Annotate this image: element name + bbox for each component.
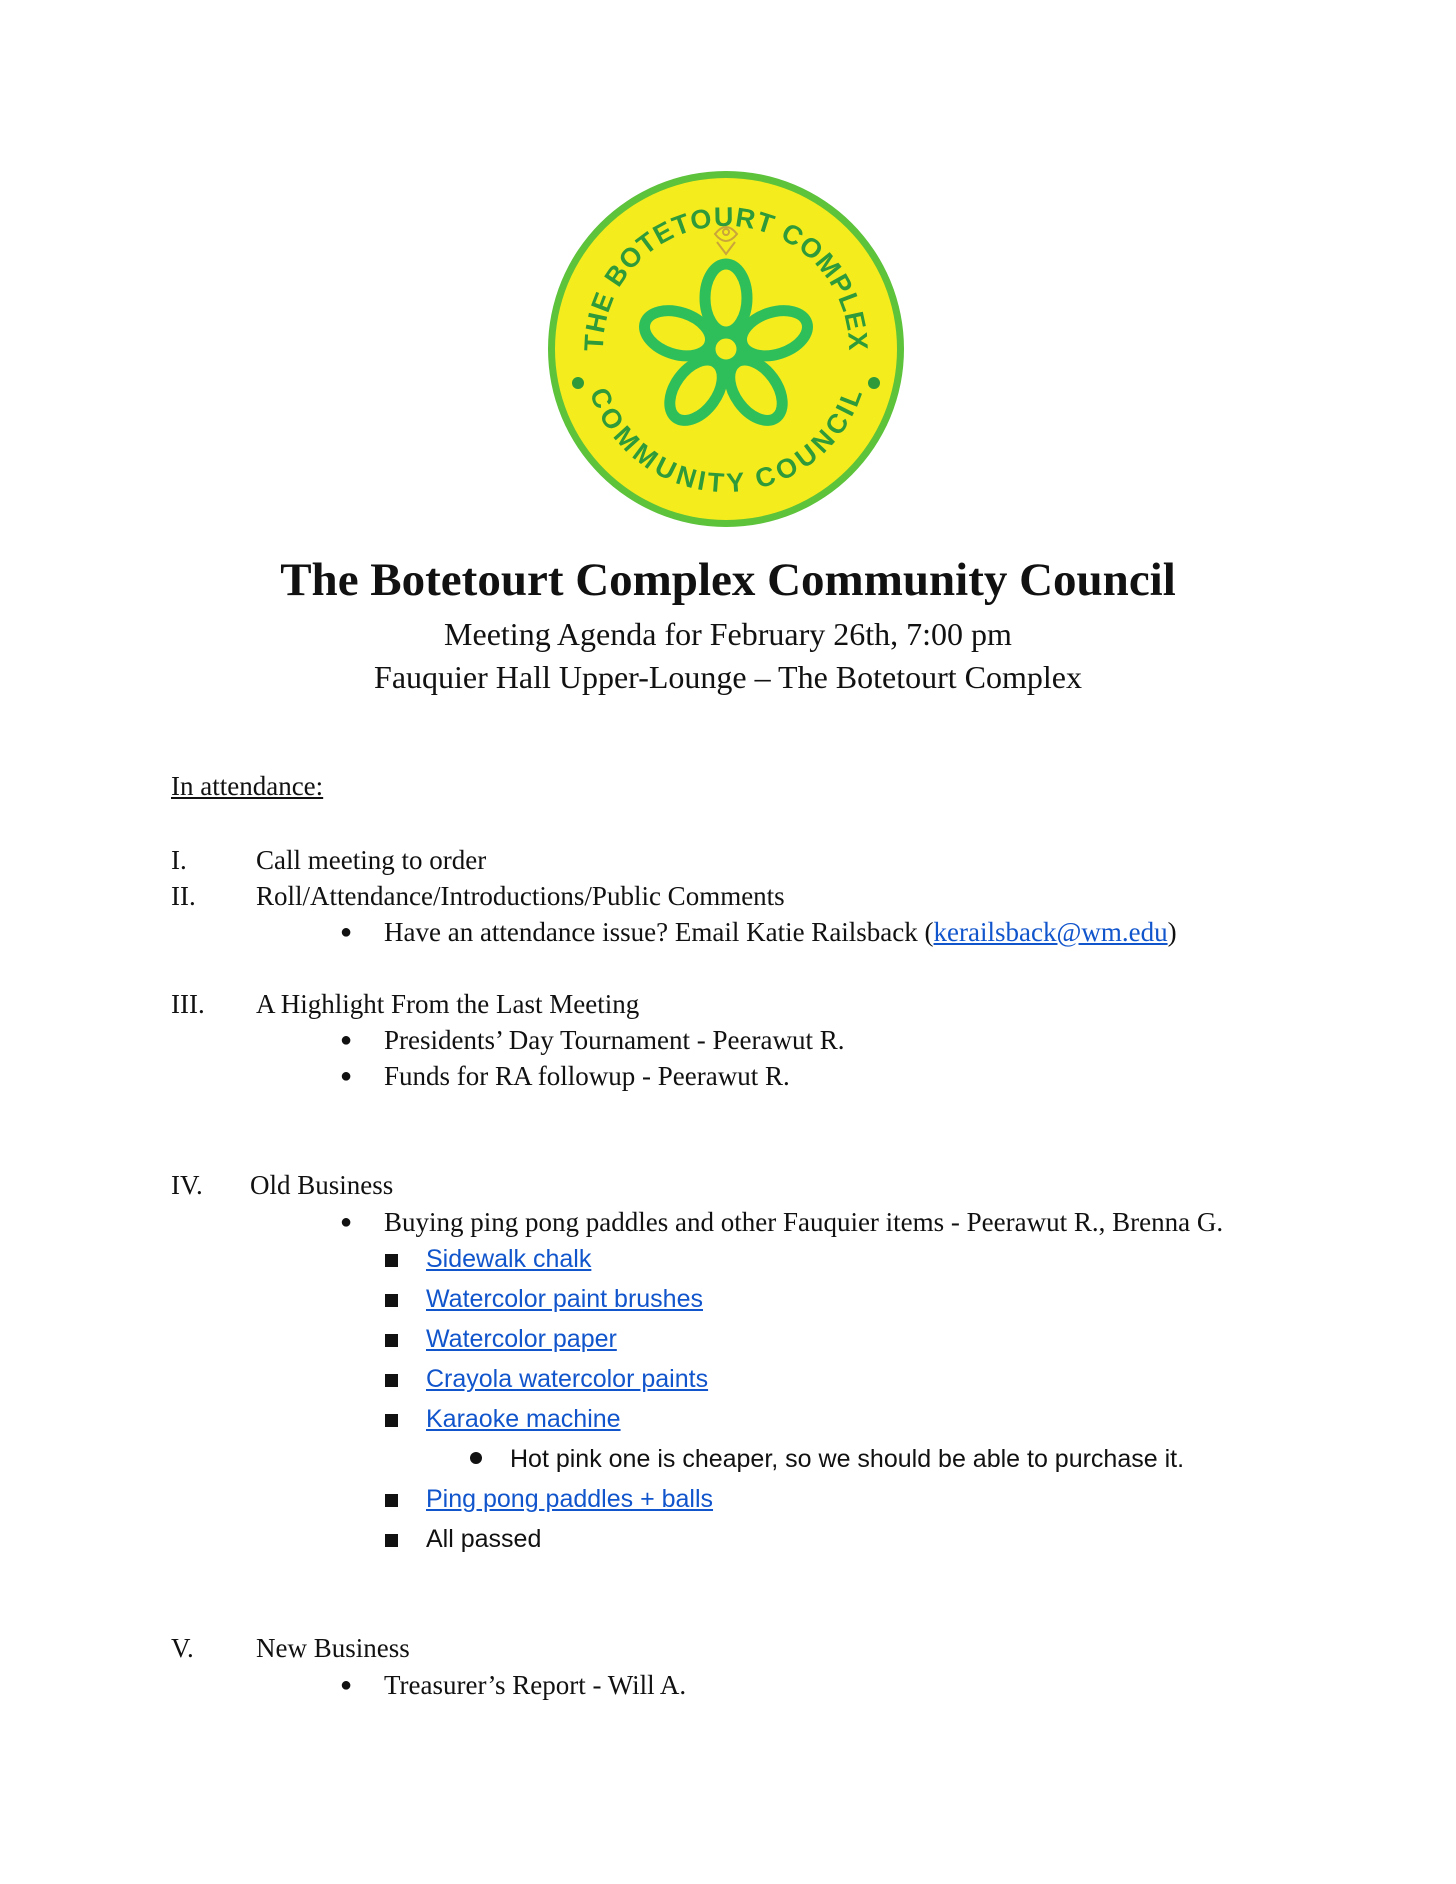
bullet-icon: ● <box>340 1029 353 1051</box>
logo-top-text: THE BOTETOURT COMPLEX <box>578 201 874 352</box>
section-numeral: I. <box>171 845 187 875</box>
meeting-date: Meeting Agenda for February 26th, 7:00 pm <box>444 616 1012 652</box>
attendance-label: In attendance: <box>171 771 324 801</box>
bullet-icon: ● <box>340 1065 353 1087</box>
square-bullet-icon <box>385 1414 398 1427</box>
section-title: New Business <box>256 1633 410 1663</box>
item-link[interactable]: Watercolor paint brushes <box>426 1285 703 1313</box>
square-bullet-icon <box>385 1254 398 1267</box>
logo-bottom-text: COMMUNITY COUNCIL <box>583 383 869 499</box>
square-bullet-icon <box>385 1534 398 1547</box>
bullet-icon: ● <box>340 921 353 943</box>
square-bullet-icon <box>385 1294 398 1307</box>
logo-right-dot <box>868 377 880 389</box>
bullet-text: Buying ping pong paddles and other Fauquier items - Peerawut R., Brenna G. <box>384 1207 1224 1237</box>
section-title: Call meeting to order <box>256 845 487 875</box>
section-title: Old Business <box>250 1170 394 1200</box>
square-bullet-icon <box>385 1374 398 1387</box>
bullet-text: Treasurer’s Report - Will A. <box>384 1670 687 1700</box>
meeting-location: Fauquier Hall Upper-Lounge – The Botetourt Complex <box>374 659 1082 695</box>
item-text: All passed <box>426 1525 542 1553</box>
bullet-text: Funds for RA followup - Peerawut R. <box>384 1061 790 1091</box>
section-title: A Highlight From the Last Meeting <box>256 989 640 1019</box>
bullet-text: Have an attendance issue? Email Katie Railsback (kerailsback@wm.edu) <box>384 917 1177 947</box>
bullet-text: Presidents’ Day Tournament - Peerawut R. <box>384 1025 845 1055</box>
item-link[interactable]: Ping pong paddles + balls <box>426 1485 714 1513</box>
page-title: The Botetourt Complex Community Council <box>280 554 1176 606</box>
section-numeral: III. <box>171 989 205 1019</box>
bullet-icon <box>470 1452 482 1464</box>
item-link[interactable]: Sidewalk chalk <box>426 1245 592 1273</box>
bullet-icon: ● <box>340 1674 353 1696</box>
logo-left-dot <box>572 377 584 389</box>
item-link[interactable]: Crayola watercolor paints <box>426 1365 709 1393</box>
section-numeral: V. <box>171 1633 194 1663</box>
item-link[interactable]: Karaoke machine <box>426 1405 621 1433</box>
section-numeral: IV. <box>171 1170 203 1200</box>
section-numeral: II. <box>171 881 196 911</box>
square-bullet-icon <box>385 1334 398 1347</box>
bullet-icon: ● <box>340 1211 353 1233</box>
email-link[interactable]: kerailsback@wm.edu <box>933 917 1168 947</box>
square-bullet-icon <box>385 1494 398 1507</box>
section-title: Roll/Attendance/Introductions/Public Comments <box>256 881 785 911</box>
note-text: Hot pink one is cheaper, so we should be able to purchase it. <box>510 1445 1185 1473</box>
item-link[interactable]: Watercolor paper <box>426 1325 617 1353</box>
community-council-logo <box>545 168 907 530</box>
